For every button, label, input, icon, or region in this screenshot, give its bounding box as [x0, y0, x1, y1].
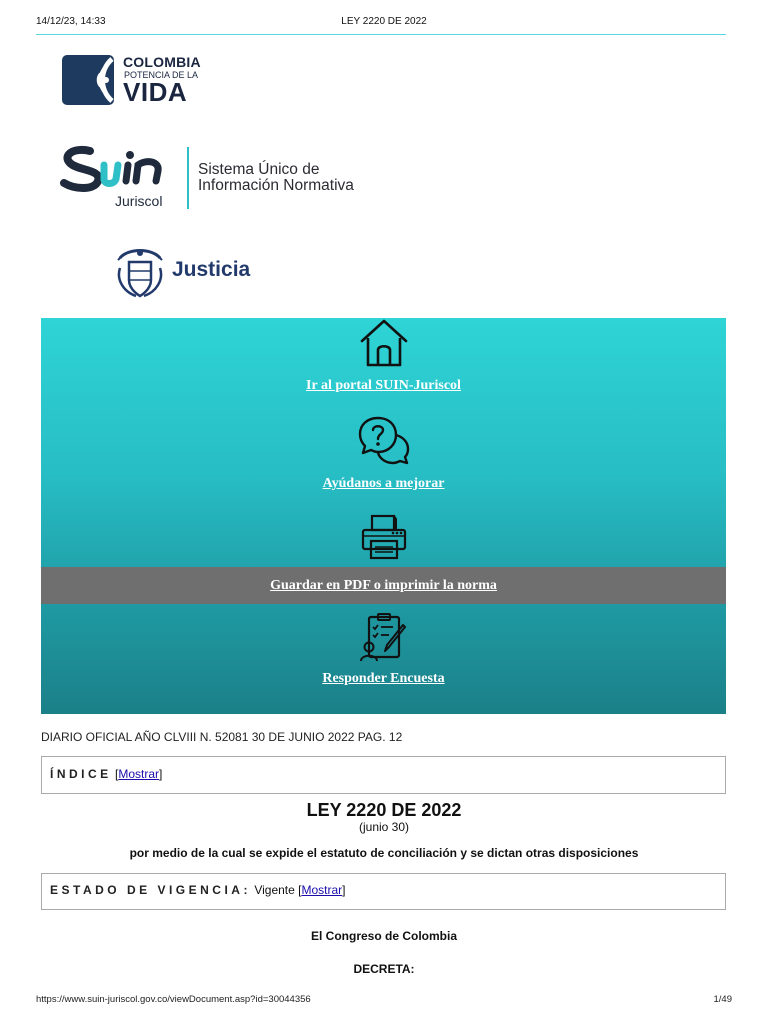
coat-of-arms-icon [114, 244, 166, 300]
nav-item-print [41, 513, 726, 561]
header-rule [36, 34, 726, 35]
portal-nav-panel [41, 318, 726, 714]
question-chat-icon[interactable] [358, 416, 410, 468]
law-title: LEY 2220 DE 2022 [306, 800, 462, 820]
decreta-heading: DECRETA: [353, 962, 415, 976]
nav-item-portal [41, 318, 726, 394]
vigencia-value: Vigente [254, 883, 295, 897]
suin-wordmark-icon [60, 145, 180, 195]
law-description: por medio de la cual se expide el estatuto de conciliación y se dictan otras disposiciones [129, 846, 639, 860]
suin-juriscol-logo [60, 145, 380, 215]
logo-vida-text: VIDA [123, 77, 188, 107]
printer-icon[interactable] [360, 513, 408, 561]
diario-oficial-reference: DIARIO OFICIAL AÑO CLVIII N. 52081 30 DE JUNIO 2022 PAG. 12 [41, 730, 403, 744]
index-show-link[interactable]: Mostrar [118, 767, 160, 781]
suin-system-line1: Sistema Único de [198, 161, 320, 178]
print-title: LEY 2220 DE 2022 [341, 16, 427, 27]
suin-system-line2: Información Normativa [198, 177, 354, 194]
print-url: https://www.suin-juriscol.gov.co/viewDocument.asp?id=30044356 [36, 994, 311, 1005]
improve-link[interactable]: Ayúdanos a mejorar [322, 476, 445, 491]
logo-potencia-text: POTENCIA DE LA [124, 70, 199, 80]
index-box: ÍNDICE [Mostrar] [41, 756, 726, 794]
nav-item-survey [41, 613, 726, 687]
house-icon[interactable] [359, 318, 409, 370]
suin-brand-text: Juriscol [115, 193, 163, 209]
page-number: 1/49 [713, 994, 732, 1005]
print-pdf-link[interactable]: Guardar en PDF o imprimir la norma [270, 578, 497, 593]
justicia-text: Justicia [172, 258, 251, 281]
logo-colombia-text: COLOMBIA [123, 54, 201, 70]
congreso-heading: El Congreso de Colombia [310, 929, 457, 943]
index-label: ÍNDICE [50, 767, 112, 781]
survey-clipboard-icon[interactable] [359, 613, 409, 663]
survey-link[interactable]: Responder Encuesta [322, 671, 445, 686]
colombia-logo-mark-icon [62, 55, 114, 105]
law-date: (junio 30) [358, 820, 410, 834]
vigencia-box: ESTADO DE VIGENCIA: Vigente [Mostrar] [41, 873, 726, 910]
print-datetime: 14/12/23, 14:33 [36, 16, 106, 27]
justicia-logo [114, 244, 274, 302]
colombia-potencia-logo [62, 52, 212, 108]
print-band [41, 567, 726, 604]
vigencia-show-link[interactable]: Mostrar [301, 883, 343, 897]
vigencia-label: ESTADO DE VIGENCIA: [50, 883, 251, 897]
nav-item-help [41, 416, 726, 492]
portal-link[interactable]: Ir al portal SUIN-Juriscol [306, 378, 461, 393]
suin-logo-divider [187, 147, 189, 209]
